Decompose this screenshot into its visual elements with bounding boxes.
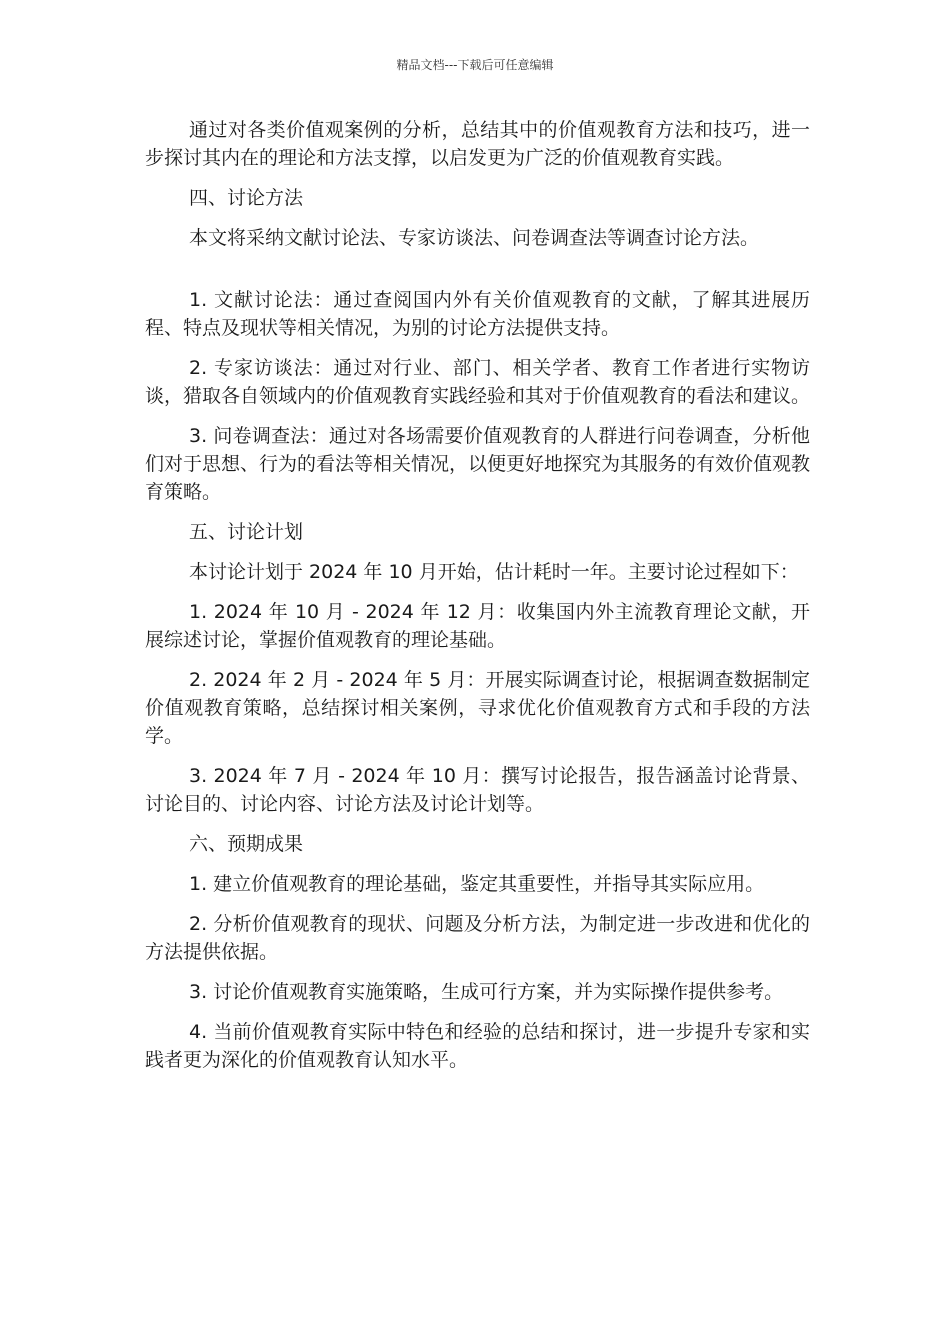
paragraph-methods-intro: 本文将采纳文献讨论法、专家访谈法、问卷调查法等调查讨论方法。: [189, 227, 760, 249]
paragraph-plan-intro: 本讨论计划于 2024 年 10 月开始，估计耗时一年。主要讨论过程如下：: [189, 561, 799, 583]
document-body: [145, 116, 810, 1086]
list-item-expert-interview: 2. 专家访谈法：通过对行业、部门、相关学者、教育工作者进行实物访谈，猎取各自领域内的价值观教育实践经验和其对于价值观教育的看法和建议。: [145, 357, 811, 407]
list-item-outcome-3: 3. 讨论价值观教育实施策略，生成可行方案，并为实际操作提供参考。: [189, 981, 784, 1003]
list-item-outcome-1: 1. 建立价值观教育的理论基础，鉴定其重要性，并指导其实际应用。: [189, 873, 765, 895]
list-item-plan-1: 1. 2024 年 10 月 - 2024 年 12 月：收集国内外主流教育理论文献，开展综述讨论，掌握价值观教育的理论基础。: [145, 601, 810, 651]
list-item-literature: 1. 文献讨论法：通过查阅国内外有关价值观教育的文献，了解其进展历程、特点及现状等相关情况，为别的讨论方法提供支持。: [145, 289, 810, 339]
list-item-plan-3: 3. 2024 年 7 月 - 2024 年 10 月：撰写讨论报告，报告涵盖讨论背景、讨论目的、讨论内容、讨论方法及讨论计划等。: [145, 765, 810, 815]
section-heading-methods: 四、讨论方法: [189, 187, 304, 209]
page-header: 精品文档---下载后可任意编辑: [396, 58, 554, 72]
section-heading-plan: 五、讨论计划: [189, 521, 304, 543]
section-heading-outcomes: 六、预期成果: [189, 833, 304, 855]
paragraph-case-analysis: 通过对各类价值观案例的分析，总结其中的价值观教育方法和技巧，进一步探讨其内在的理论和方法支撑，以启发更为广泛的价值观教育实践。: [145, 119, 810, 169]
list-item-questionnaire: 3. 问卷调查法：通过对各场需要价值观教育的人群进行问卷调查，分析他们对于思想、行为的看法等相关情况，以便更好地探究为其服务的有效价值观教育策略。: [145, 425, 811, 503]
list-item-outcome-4: 4. 当前价值观教育实际中特色和经验的总结和探讨，进一步提升专家和实践者更为深化的价值观教育认知水平。: [145, 1021, 810, 1071]
list-item-plan-2: 2. 2024 年 2 月 - 2024 年 5 月：开展实际调查讨论，根据调查数据制定价值观教育策略，总结探讨相关案例，寻求优化价值观教育方式和手段的方法学。: [145, 669, 810, 747]
list-item-outcome-2: 2. 分析价值观教育的现状、问题及分析方法，为制定进一步改进和优化的方法提供依据。: [145, 913, 810, 963]
